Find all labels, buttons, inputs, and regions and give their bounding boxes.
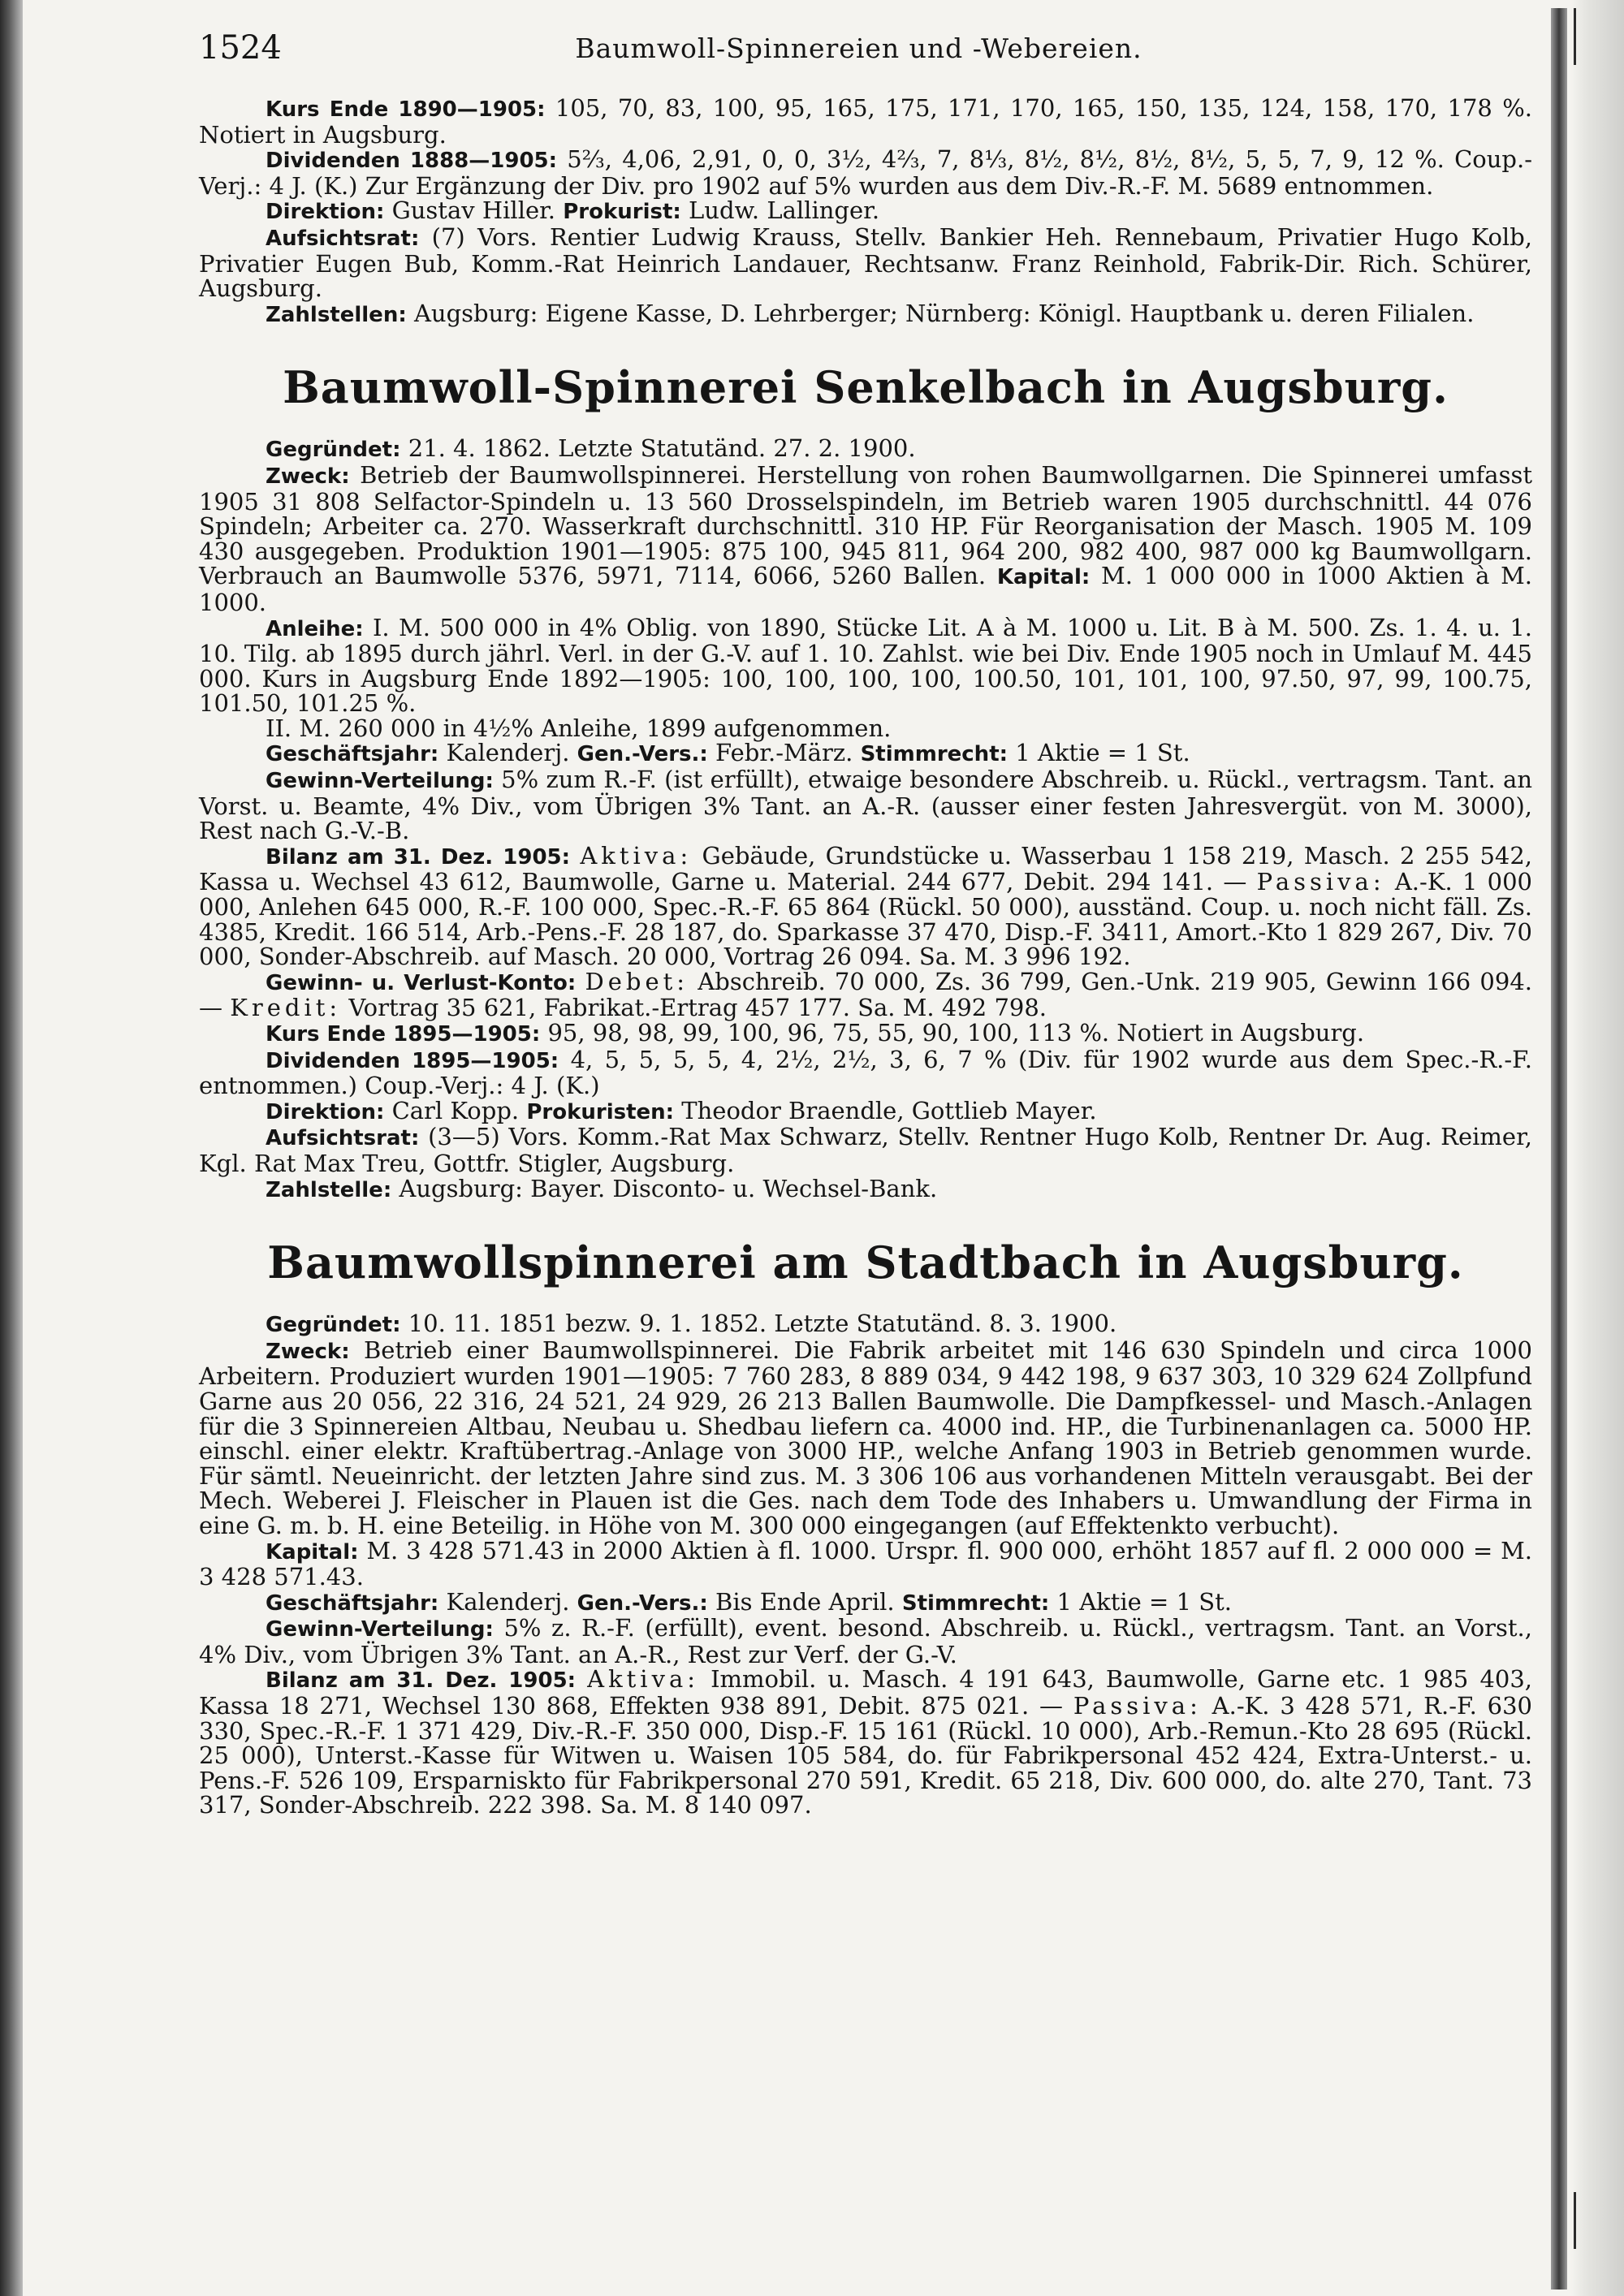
kurs-entry: Kurs Ende 1895—1905: 95, 98, 98, 99, 100, 96, 75, 55, 90, 100, 113 %. Notiert in Augsburg.: [266, 1019, 1365, 1047]
kurs-label: Kurs Ende 1890—1905:: [266, 97, 546, 122]
page-number: 1524: [199, 29, 282, 67]
direktion-entry: Direktion: Carl Kopp. Prokuristen: Theodor Braendle, Gottlieb Mayer.: [266, 1096, 1097, 1124]
section-title-stadtbach: Baumwollspinnerei am Stadtbach in Augsburg.: [267, 1236, 1464, 1289]
zweck-entry: Zweck: Betrieb einer Baumwollspinnerei. Die Fabrik arbeitet mit 146 630 Spindeln und circa 1000 Arbeitern. Produziert wurden 1901—1905: 7 760 283, 8 889 034, 9 442 198, 9 637 303, 10 329 624 Zollpfund Garne aus 20 056, 22 316, 24 521, 24 929, 26 213 Ballen Baumwolle. Die Dampfkessel- und Masch.-Anlagen für die 3 Spinnereien Altbau, Neubau u. Shedbau liefern ca. 4000 ind. HP., die Turbinenanlagen ca. 5000 HP. einschl. einer elektr. Kraftübertrag.-Anlage von 3000 HP., welche Anfang 1903 in Betrieb genommen wurde. Für sämtl. Neueinricht. der letzten Jahre sind zus. M. 3 306 106 aus vorhandenen Mitteln verausgabt. Bei der Mech. Weberei J. Fleischer in Plauen ist die Ges. nach dem Tode des Inhabers u. Umwandlung der Firma in eine G. m. b. H. eine Beteilig. in Höhe von M. 300 000 eingegangen (auf Effektenkto verbucht).: [199, 1336, 1532, 1539]
aufsichtsrat-label: Aufsichtsrat:: [266, 226, 420, 251]
gewinn-verteilung-entry: Gewinn-Verteilung: 5% z. R.-F. (erfüllt), event. besond. Abschreib. u. Rückl., vertragsm. Tant. an Vorst., 4% Div., vom Übrigen 3% Tant. an A.-R., Rest zur Verf. der G.-V.: [199, 1614, 1532, 1668]
dividenden-label: Dividenden 1888—1905:: [266, 149, 558, 174]
gewinn-verteilung-entry: Gewinn-Verteilung: 5% zum R.-F. (ist erfüllt), etwaige besondere Abschreib. u. Rückl., vertragsm. Tant. an Vorst. u. Beamte, 4% Div., vom Übrigen 3% Tant. an A.-R. (ausser einer festen Jahresvergüt. von M. 3000), Rest nach G.-V.-B.: [199, 766, 1532, 845]
zweck-entry: Zweck: Betrieb der Baumwollspinnerei. Herstellung von rohen Baumwollgarnen. Die Spinnerei umfasst 1905 31 808 Selfactor-Spindeln u. 13 560 Drosselspindeln, im Betrieb waren 1905 durchschnittl. 44 076 Spindeln; Arbeiter ca. 270. Wasserkraft durchschnittl. 310 HP. Für Reorganisation der Masch. 1905 M. 109 430 ausgegeben. Produktion 1901—1905: 875 100, 945 811, 964 200, 982 400, 987 000 kg Baumwollgarn. Verbrauch an Baumwolle 5376, 5971, 7114, 6066, 5260 Ballen. Kapital: M. 1 000 000 in 1000 Aktien à M. 1000.: [199, 460, 1532, 616]
scan-right-edge: [1571, 0, 1624, 2296]
scan-left-edge: [0, 0, 23, 2296]
page-body: [199, 96, 1532, 1818]
scan-mark: [1574, 2192, 1591, 2249]
direktion-entry: Direktion: Gustav Hiller. Prokurist: Ludw. Lallinger.: [266, 196, 880, 225]
scan-mark: [1574, 8, 1591, 65]
gegruendet-entry: Gegründet: 21. 4. 1862. Letzte Statutänd. 27. 2. 1900.: [266, 434, 916, 463]
running-title: Baumwoll-Spinnereien und -Webereien.: [575, 32, 1142, 64]
zahlstellen-entry: Zahlstellen: Augsburg: Eigene Kasse, D. Lehrberger; Nürnberg: Königl. Hauptbank u. deren Filialen.: [266, 299, 1475, 327]
geschaeftsjahr-entry: Geschäftsjahr: Kalenderj. Gen.-Vers.: Bis Ende April. Stimmrecht: 1 Aktie = 1 St.: [266, 1587, 1232, 1616]
binding-rule: [1551, 8, 1567, 2290]
bilanz-entry: Bilanz am 31. Dez. 1905: Aktiva: Gebäude, Grundstücke u. Wasserbau 1 158 219, Masch. 2 255 542, Kassa u. Wechsel 43 612, Baumwolle, Garne u. Material. 244 677, Debit. 294 141. — Passiva: A.-K. 1 000 000, Anlehen 645 000, R.-F. 100 000, Spec.-R.-F. 65 864 (Rückl. 50 000), ausständ. Coup. u. noch nicht fäll. Zs. 4385, Kredit. 166 514, Arb.-Pens.-F. 28 187, do. Sparkasse 37 470, Disp.-F. 3411, Amort.-Kto 1 829 267, Div. 70 000, Sonder-Abschreib. auf Masch. 20 000, Vortrag 26 094. Sa. M. 3 996 192.: [199, 841, 1533, 971]
guv-entry: Gewinn- u. Verlust-Konto: Debet: Abschreib. 70 000, Zs. 36 799, Gen.-Unk. 219 905, Gewinn 166 094. — Kredit: Vortrag 35 621, Fabrikat.-Ertrag 457 177. Sa. M. 492 798.: [199, 967, 1532, 1022]
anleihe-entry: Anleihe: I. M. 500 000 in 4% Oblig. von 1890, Stücke Lit. A à M. 1000 u. Lit. B à M. 500. Zs. 1. 4. u. 1. 10. Tilg. ab 1895 durch jährl. Verl. in der G.-V. auf 1. 10. Zahlst. wie bei Div. Ende 1905 noch in Umlauf M. 445 000. Kurs in Augsburg Ende 1892—1905: 100, 100, 100, 100, 100.50, 101, 101, 100, 97.50, 97, 99, 100.75, 101.50, 101.25 %.: [199, 613, 1532, 718]
zahlstelle-entry: Zahlstelle: Augsburg: Bayer. Disconto- u. Wechsel-Bank.: [266, 1174, 938, 1202]
aufsichtsrat-entry: Aufsichtsrat: (7) Vors. Rentier Ludwig Krauss, Stellv. Bankier Heh. Rennebaum, Privatier Hugo Kolb, Privatier Eugen Bub, Komm.-Rat Heinrich Landauer, Rechtsanw. Franz Reinhold, Fabrik-Dir. Rich. Schürer, Augsburg.: [199, 222, 1532, 303]
anleihe-ii-entry: II. M. 260 000 in 4½% Anleihe, 1899 aufgenommen.: [266, 714, 892, 742]
kapital-entry: Kapital: M. 3 428 571.43 in 2000 Aktien à fl. 1000. Urspr. fl. 900 000, erhöht 1857 auf fl. 2 000 000 = M. 3 428 571.43.: [199, 1536, 1532, 1591]
prokurist-label: Prokurist:: [563, 200, 681, 225]
geschaeftsjahr-entry: Geschäftsjahr: Kalenderj. Gen.-Vers.: Febr.-März. Stimmrecht: 1 Aktie = 1 St.: [266, 739, 1190, 767]
kurs-entry: Kurs Ende 1890—1905: 105, 70, 83, 100, 95, 165, 175, 171, 170, 165, 150, 135, 124, 158, 170, 178 %. Notiert in Augsburg.: [199, 94, 1532, 149]
gegruendet-entry: Gegründet: 10. 11. 1851 bezw. 9. 1. 1852. Letzte Statutänd. 8. 3. 1900.: [266, 1310, 1117, 1338]
zahlstellen-label: Zahlstellen:: [266, 302, 407, 327]
dividenden-entry: Dividenden 1895—1905: 4, 5, 5, 5, 5, 4, 2½, 2½, 3, 6, 7 % (Div. für 1902 wurde aus dem Spec.-R.-F. entnommen.) Coup.-Verj.: 4 J. (K.): [199, 1045, 1532, 1100]
dividenden-entry: Dividenden 1888—1905: 5⅔, 4,06, 2,91, 0, 0, 3½, 4⅔, 7, 8⅓, 8½, 8½, 8½, 8½, 5, 5, 7, 9, 12 %. Coup.-Verj.: 4 J. (K.) Zur Ergänzung der Div. pro 1902 auf 5% wurden aus dem Div.-R.-F. M. 5689 entnommen.: [199, 145, 1533, 200]
page-header: [199, 21, 1518, 70]
section-title-senkelbach: Baumwoll-Spinnerei Senkelbach in Augsburg.: [283, 361, 1449, 414]
direktion-label: Direktion:: [266, 200, 385, 225]
aufsichtsrat-entry: Aufsichtsrat: (3—5) Vors. Komm.-Rat Max Schwarz, Stellv. Rentner Hugo Kolb, Rentner Dr. Aug. Reimer, Kgl. Rat Max Treu, Gottfr. Stigler, Augsburg.: [199, 1123, 1532, 1177]
bilanz-entry: Bilanz am 31. Dez. 1905: Aktiva: Immobil. u. Masch. 4 191 643, Baumwolle, Garne etc. 1 985 403, Kassa 18 271, Wechsel 130 868, Effekten 938 891, Debit. 875 021. — Passiva: A.-K. 3 428 571, R.-F. 630 330, Spec.-R.-F. 1 371 429, Div.-R.-F. 350 000, Disp.-F. 15 161 (Rückl. 10 000), Arb.-Remun.-Kto 28 695 (Rückl. 25 000), Unterst.-Kasse für Witwen u. Waisen 105 584, do. für Fabrikpersonal 452 424, Extra-Unterst.- u. Pens.-F. 526 109, Ersparniskto für Fabrikpersonal 270 591, Kredit. 65 218, Div. 600 000, do. alte 270, Tant. 73 317, Sonder-Abschreib. 222 398. Sa. M. 8 140 097.: [199, 1665, 1533, 1819]
